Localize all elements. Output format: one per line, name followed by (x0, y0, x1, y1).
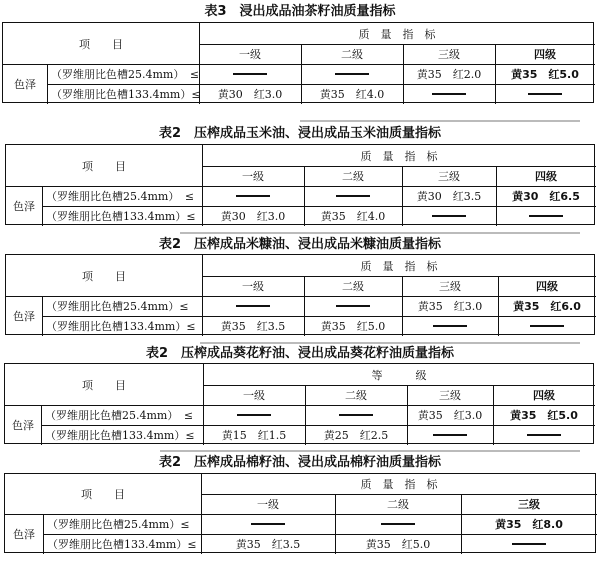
table-title: 表2 压榨成品葵花籽油、浸出成品葵花籽油质量指标 (145, 346, 455, 361)
dash-mark (236, 305, 270, 306)
grade-value: 黄30 红3.0 (220, 210, 286, 223)
row-label: （罗维朋比色槽133.4mm）≤ (46, 320, 196, 333)
item-header: 项 目 (82, 269, 126, 283)
grade-value: 黄35 红6.0 (513, 300, 581, 313)
grade-label: 二级 (342, 280, 364, 293)
row-group-label: 色泽 (13, 528, 35, 541)
dash-mark (529, 215, 563, 216)
dash-mark (528, 93, 562, 94)
grade-value (202, 186, 304, 206)
dash-mark (433, 434, 467, 435)
row-group-label: 色泽 (12, 419, 34, 432)
row-label: （罗维朋比色槽133.4mm）≤ (47, 538, 197, 551)
row-label: （罗维朋比色槽25.4mm）≤ (46, 300, 189, 313)
row-label: （罗维朋比色槽25.4mm） ≤ (46, 190, 195, 203)
dash-mark (335, 73, 369, 74)
row-label: （罗维朋比色槽133.4mm）≤ (46, 210, 196, 223)
scan-artifact (180, 232, 580, 234)
grade-value (304, 296, 402, 316)
grade-value (305, 405, 407, 425)
dash-mark (530, 325, 564, 326)
quality-table (4, 363, 594, 444)
scan-artifact (200, 342, 580, 344)
grade-label: 二级 (345, 389, 367, 402)
grade-value (493, 425, 595, 445)
table-title: 表3 浸出成品油茶籽油质量指标 (204, 4, 396, 19)
grade-label: 二级 (387, 498, 409, 511)
dash-mark (432, 93, 466, 94)
grade-value (407, 425, 493, 445)
row-label: （罗维朋比色槽25.4mm） ≤ (45, 409, 194, 422)
grade-value: 黄35 红5.0 (320, 320, 386, 333)
grade-value: 黄35 红5.0 (365, 538, 431, 551)
grade-value (199, 64, 301, 84)
row-label: （罗维朋比色槽133.4mm）≤ (45, 429, 195, 442)
grade-value (335, 514, 461, 534)
row-group-label: 色泽 (13, 310, 35, 323)
quality-table (4, 473, 596, 553)
grade-label: 一级 (243, 389, 265, 402)
row-group-label: 色泽 (13, 200, 35, 213)
dash-mark (237, 414, 271, 415)
grade-value: 黄35 红5.0 (511, 68, 579, 81)
grade-value (495, 84, 595, 104)
dash-mark (236, 195, 270, 196)
dash-mark (336, 305, 370, 306)
quality-table (5, 144, 595, 225)
grade-value: 黄35 红5.0 (510, 409, 578, 422)
item-header: 项 目 (79, 37, 123, 51)
grade-value (202, 296, 304, 316)
grade-value (301, 64, 403, 84)
dash-mark (336, 195, 370, 196)
quality-table (5, 254, 595, 335)
item-header: 项 目 (82, 378, 126, 392)
row-label: （罗维朋比色槽133.4mm）≤ (51, 88, 201, 101)
grade-label: 三级 (518, 498, 540, 511)
grade-value (498, 316, 596, 336)
dash-mark (527, 434, 561, 435)
table-title: 表2 压榨成品米糠油、浸出成品米糠油质量指标 (158, 237, 442, 252)
grade-value (201, 514, 335, 534)
grade-value: 黄35 红4.0 (320, 210, 386, 223)
dash-mark (339, 414, 373, 415)
row-label: （罗维朋比色槽25.4mm）≤ (47, 518, 190, 531)
grade-value: 黄15 红1.5 (221, 429, 287, 442)
scan-artifact (300, 120, 580, 122)
grade-header: 质 量 指 标 (360, 259, 438, 273)
grade-label: 三级 (439, 280, 461, 293)
grade-value (203, 405, 305, 425)
grade-label: 三级 (438, 48, 460, 61)
grade-header: 等 级 (371, 368, 427, 382)
row-group-label: 色泽 (14, 78, 36, 91)
grade-value: 黄25 红2.5 (323, 429, 389, 442)
grade-label: 四级 (535, 170, 557, 183)
grade-value (461, 534, 597, 554)
quality-table (2, 22, 594, 103)
grade-label: 一级 (239, 48, 261, 61)
grade-value: 黄35 红3.0 (417, 409, 483, 422)
grade-label: 四级 (533, 389, 555, 402)
dash-mark (233, 73, 267, 74)
grade-value: 黄35 红3.5 (235, 538, 301, 551)
item-header: 项 目 (82, 159, 126, 173)
scan-artifact (160, 450, 580, 452)
grade-value (496, 206, 596, 226)
dash-mark (432, 215, 466, 216)
grade-label: 三级 (439, 389, 461, 402)
grade-value: 黄35 红3.0 (417, 300, 483, 313)
grade-value (402, 206, 496, 226)
grade-value (304, 186, 402, 206)
grade-value: 黄30 红3.0 (217, 88, 283, 101)
grade-label: 一级 (242, 280, 264, 293)
grade-value: 黄30 红6.5 (512, 190, 580, 203)
row-label: （罗维朋比色槽25.4mm） ≤ (51, 68, 200, 81)
grade-label: 四级 (536, 280, 558, 293)
grade-value (402, 316, 498, 336)
grade-value (403, 84, 495, 104)
grade-header: 质 量 指 标 (358, 27, 436, 41)
grade-label: 一级 (257, 498, 279, 511)
table-title: 表2 压榨成品玉米油、浸出成品玉米油质量指标 (158, 126, 442, 141)
grade-value: 黄35 红4.0 (319, 88, 385, 101)
grade-label: 一级 (242, 170, 264, 183)
grade-value: 黄35 红2.0 (416, 68, 482, 81)
grade-value: 黄30 红3.5 (416, 190, 482, 203)
item-header: 项 目 (81, 488, 125, 501)
grade-value: 黄35 红3.5 (220, 320, 286, 333)
grade-label: 三级 (438, 170, 460, 183)
grade-label: 二级 (341, 48, 363, 61)
dash-mark (433, 325, 467, 326)
table-title: 表2 压榨成品棉籽油、浸出成品棉籽油质量指标 (158, 455, 442, 470)
grade-value: 黄35 红8.0 (495, 518, 563, 531)
dash-mark (251, 523, 285, 524)
grade-label: 二级 (342, 170, 364, 183)
grade-label: 四级 (534, 48, 556, 61)
grade-header: 质 量 指 标 (360, 478, 438, 491)
dash-mark (381, 523, 415, 524)
grade-header: 质 量 指 标 (360, 149, 438, 163)
dash-mark (512, 543, 546, 544)
